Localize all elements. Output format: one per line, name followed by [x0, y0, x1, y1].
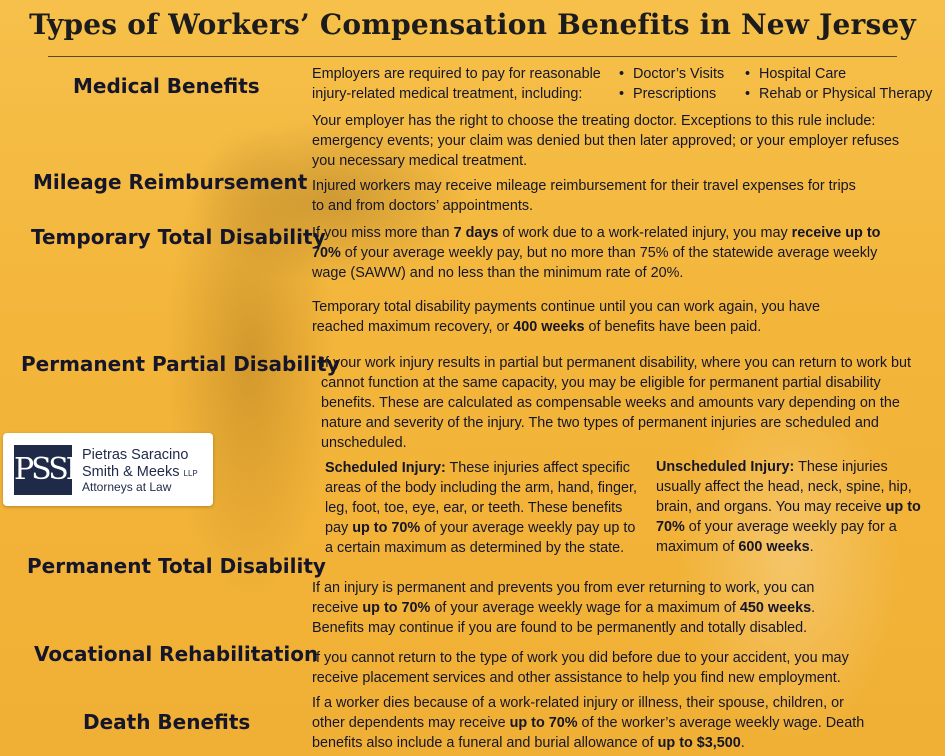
ttd-p1-text-3: of your average weekly pay, but no more than 75% of the statewide average weekly wage (SAWW) and no less than the minimum rate of 20%.	[312, 245, 878, 281]
page-title: Types of Workers’ Compensation Benefits in New Jersey	[29, 8, 916, 41]
mileage-text-line-1: Injured workers may receive mileage reimbursement for their travel expenses for trips	[312, 178, 856, 194]
ppd-unscheduled-end: .	[809, 539, 814, 555]
title-divider	[48, 56, 897, 57]
ppd-scheduled-text-2: of your average weekly pay up to a certain maximum as determined by the state.	[325, 520, 636, 556]
ptd-percent: up to 70%	[362, 600, 431, 616]
mileage-heading: Mileage Reimbursement	[33, 170, 308, 194]
ppd-unscheduled-text: These injuries usually affect the head, neck, spine, hip, brain, and organs. You may receive	[656, 459, 912, 515]
ptd-paragraph	[312, 578, 852, 638]
ttd-p2-text: Temporary total disability payments continue until you can work again, you have reached maximum recovery, or	[312, 299, 820, 335]
ptd-text-2: of your average weekly wage for a maximum of	[430, 600, 740, 616]
bullet-doctors-visits: • Doctor’s Visits	[617, 64, 724, 84]
medical-bullets-col-1	[617, 64, 724, 104]
ttd-paragraph-1	[312, 223, 887, 283]
medical-bullets-col-2	[743, 64, 932, 104]
ppd-heading: Permanent Partial Disability	[21, 352, 340, 376]
ppd-unscheduled	[656, 457, 926, 557]
ttd-heading: Temporary Total Disability	[31, 225, 326, 249]
death-text: If a worker dies because of a work-related injury or illness, their spouse, children, or other dependents may receive	[312, 695, 844, 731]
death-percent: up to 70%	[509, 715, 578, 731]
firm-tagline: Attorneys at Law	[82, 480, 172, 494]
ppd-unscheduled-percent: up to 70%	[656, 499, 921, 535]
ttd-p1-text: If you miss more than	[312, 225, 454, 241]
ppd-scheduled	[325, 458, 647, 558]
firm-name-line-2-text: Smith & Meeks	[82, 464, 180, 480]
ptd-heading: Permanent Total Disability	[27, 554, 326, 578]
firm-logo	[3, 433, 213, 506]
death-heading: Death Benefits	[83, 710, 251, 734]
bullet-prescriptions: • Prescriptions	[617, 84, 724, 104]
ptd-text: If an injury is permanent and prevents you from ever returning to work, you can receive	[312, 580, 815, 616]
mileage-text	[312, 176, 912, 216]
ttd-p2-text-2: of benefits have been paid.	[584, 319, 762, 335]
voc-text: If you cannot return to the type of work you did before due to your accident, you may receive placement services and other assistance to help you find new employment.	[312, 650, 849, 686]
firm-name-line-1: Pietras Saracino	[82, 447, 189, 463]
ppd-scheduled-label: Scheduled Injury:	[325, 460, 446, 476]
bullet-rehab-therapy: • Rehab or Physical Therapy	[743, 84, 932, 104]
death-paragraph	[312, 693, 872, 753]
voc-heading: Vocational Rehabilitation	[34, 642, 319, 666]
ptd-weeks: 450 weeks	[739, 600, 812, 616]
firm-name-line-2	[82, 464, 198, 480]
medical-intro-line-1: Employers are required to pay for reasonable	[312, 66, 601, 82]
bullet-hospital-care: • Hospital Care	[743, 64, 932, 84]
ttd-p2-weeks: 400 weeks	[513, 319, 585, 335]
firm-monogram-icon: PSSM	[14, 445, 72, 495]
medical-benefits-heading: Medical Benefits	[73, 74, 260, 98]
ppd-unscheduled-label: Unscheduled Injury:	[656, 459, 795, 475]
death-text-2: of the worker’s average weekly wage. Death benefits also include a funeral and burial allowance of	[312, 715, 865, 751]
medical-doctor-choice: Your employer has the right to choose the treating doctor. Exceptions to this rule include: emergency events; your claim was denied but then later approved; or your employer refuses you necessary medical treatment.	[312, 113, 900, 169]
firm-name-llp: LLP	[183, 469, 198, 478]
death-end: .	[740, 735, 745, 751]
medical-intro	[312, 64, 612, 104]
ppd-intro: If your work injury results in partial but permanent disability, where you can return to work but cannot function at the same capacity, you may be eligible for permanent partial disability benefits. These are calculated as compensable weeks and amounts vary depending on the nature and severity of the injury. The two types of permanent injuries are scheduled and unscheduled.	[321, 355, 912, 451]
ppd-unscheduled-text-2: of your average weekly pay for a maximum of	[656, 519, 897, 555]
ttd-p1-percent: receive up to 70%	[312, 225, 881, 261]
medical-intro-line-2: injury-related medical treatment, including:	[312, 86, 583, 102]
ptd-text-3: . Benefits may continue if you are found to be permanently and totally disabled.	[312, 600, 816, 636]
mileage-text-line-2: to and from doctors’ appointments.	[312, 198, 534, 214]
ttd-p1-text-2: of work due to a work-related injury, you may	[498, 225, 792, 241]
ppd-scheduled-text: These injuries affect specific areas of the body including the arm, hand, finger, leg, foot, toe, eye, ear, or teeth. These benefits pay	[325, 460, 637, 536]
ppd-scheduled-percent: up to 70%	[352, 520, 421, 536]
ttd-p1-days: 7 days	[453, 225, 499, 241]
ppd-unscheduled-weeks: 600 weeks	[738, 539, 810, 555]
ttd-paragraph-2	[312, 297, 852, 337]
death-allowance: up to $3,500	[657, 735, 741, 751]
